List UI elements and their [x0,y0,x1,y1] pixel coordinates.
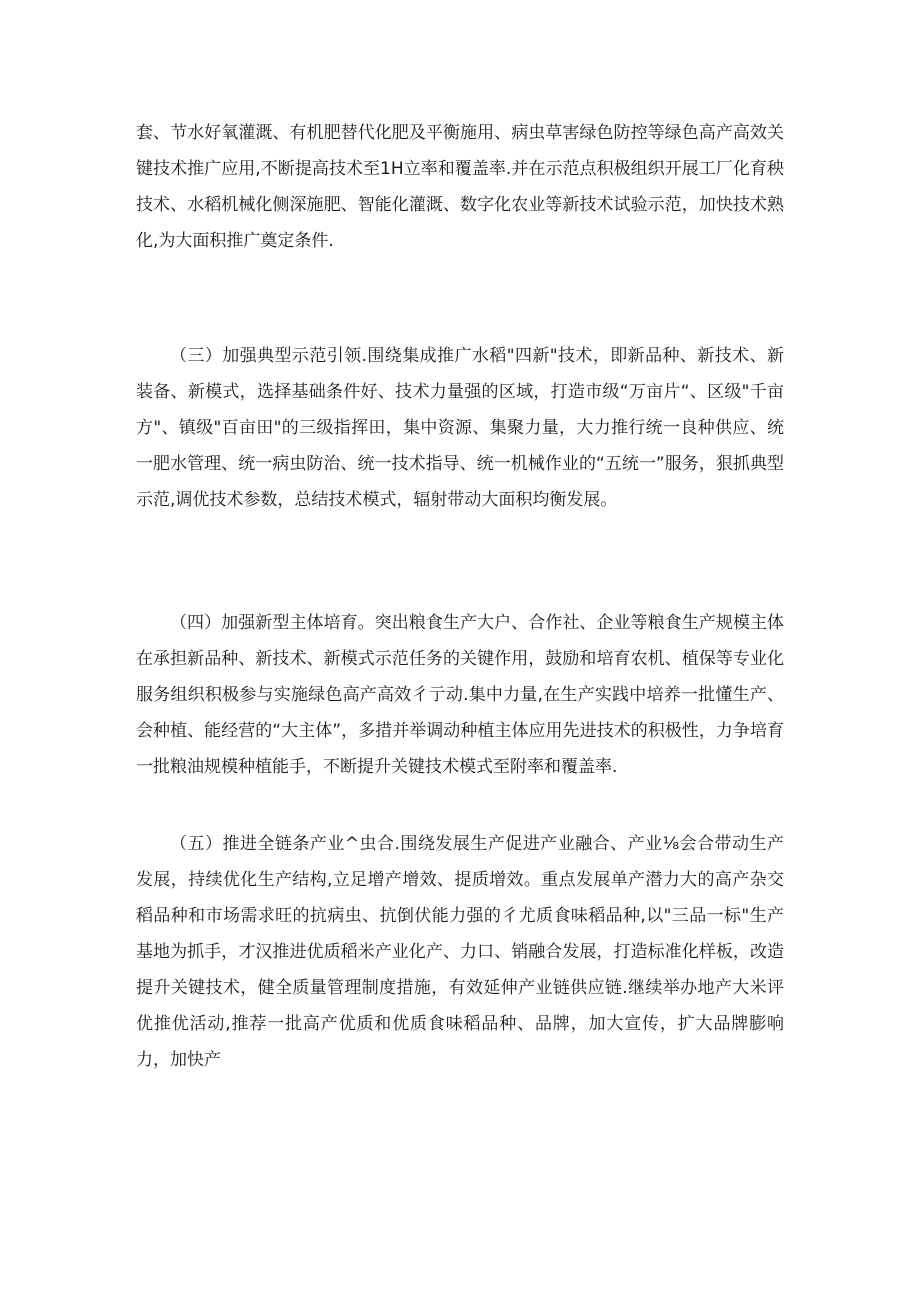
paragraph-section-5: （五）推进全链条产业^虫合.围绕发展生产促进产业融合、产业⅛会合带动生产发展，持续优化生产结构,立足增产增效、提质增效。重点发展单产潜力大的高产杂交稻品种和市场需求旺的抗病虫、抗倒伏能力强的彳尤质食味稻品种,以"三品一标"生产基地为抓手，才汉推进优质稻米产业化产、力口、销融合发展，打造标准化样板，改造提升关键技术，健全质量管理制度措施，有效延伸产业链供应链.继续举办地产大米评优推优活动,推荐一批高产优质和优质食味稻品种、品牌，加大宣传，扩大品牌膨响力，加快产 [136,834,784,1070]
paragraph-continuation: 套、节水好氧灌溉、有机肥替代化肥及平衡施用、病虫草害绿色防控等绿色高产高效关键技术推广应用,不断提高技术至1H立率和覆盖率.并在示范点积极组织开展工厂化育秧技术、水稻机械化侧深施肥、智能化灌溉、数字化农业等新技术试验示范，加快技术熟化,为大面积推广奠定条件. [136,123,784,251]
paragraph-section-4: （四）加强新型主体培育。突出粮食生产大户、合作社、企业等粮食生产规模主体在承担新品种、新技术、新模式示范任务的关键作用，鼓励和培育农机、植保等专业化服务组织积极参与实施绿色高产高效彳亍动.集中力量,在生产实践中培养一批懂生产、会种植、能经营的“大主体”，多措并举调动种植主体应用先进技术的积极性，力争培育一批粮油规模种植能手，不断提升关键技术模式至附率和覆盖率. [136,613,784,777]
paragraph-section-3: （三）加强典型示范引领.围绕集成推广水稻"四新"技术，即新品种、新技术、新装备、新模式，选择基础条件好、技术力量强的区域，打造市级“万亩片“、区级"千亩方"、镇级"百亩田"的三级指挥田，集中资源、集聚力量，大力推行统一良种供应、统一肥水管理、统一病虫防治、统一技术指导、统一机械作业的“五统一”服务，狠抓典型示范,调优技术参数，总结技术模式，辐射带动大面积均衡发展。 [136,346,784,510]
